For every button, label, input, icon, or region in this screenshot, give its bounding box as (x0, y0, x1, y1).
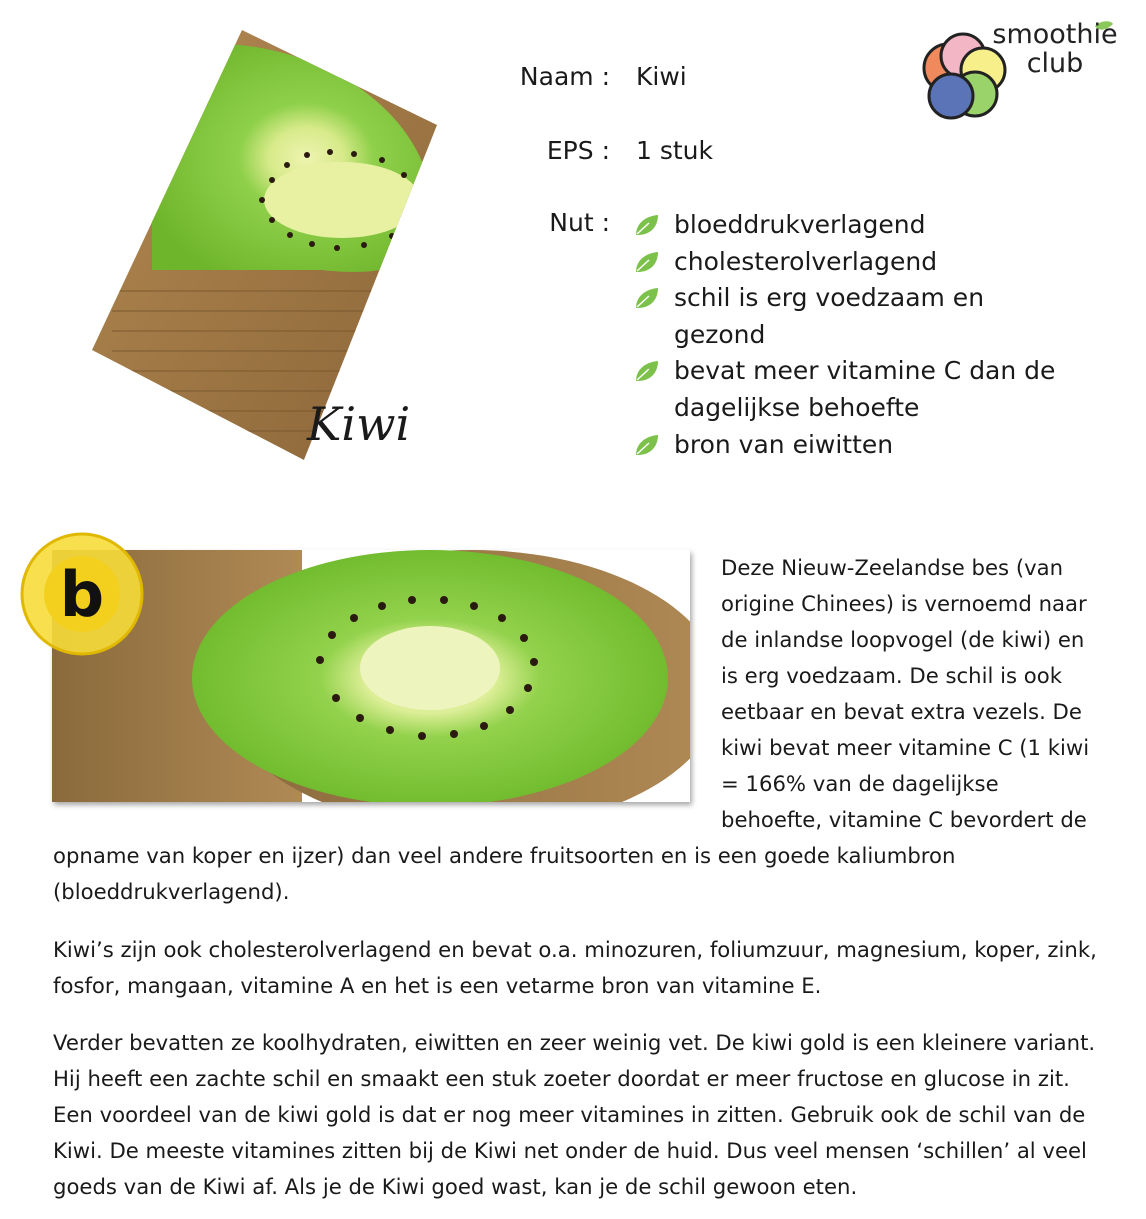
leaf-bullet-icon (634, 250, 660, 274)
benefit-text: bloeddrukverlagend (674, 210, 926, 239)
kiwi-photo (92, 30, 437, 460)
smoothen-your-life-badge (18, 530, 146, 658)
nutrients-paragraph: Kiwi’s zijn ook cholesterolverlagend en bevat o.a. minozuren, foliumzuur, magnesium, koper, zink, fosfor, mangaan, vitamine A en het is een vetarme bron van vitamine E. (53, 937, 1097, 998)
benefit-item (634, 244, 1074, 281)
leaf-bullet-icon (634, 286, 660, 310)
benefit-text: schil is erg voedzaam en gezond (674, 283, 985, 349)
kiwi-halves-photo (52, 550, 690, 802)
leaf-bullet-icon (634, 359, 660, 383)
benefit-item (634, 353, 1074, 426)
leaf-bullet-icon (634, 433, 660, 457)
intro-paragraph: Deze Nieuw-Zeelandse bes (van origine Chinees) is vernoemd naar de inlandse loopvogel (de kiwi) en is erg voedzaam. De schil is ook eetbaar en bevat extra vezels. De kiwi bevat meer vitamine C (1 kiwi = 166% van de dagelijkse behoefte, vitamine C bevordert de (721, 555, 1090, 832)
benefit-item (634, 207, 1074, 244)
benefit-text: bron van eiwitten (674, 429, 894, 459)
benefit-item (634, 280, 1074, 353)
benefit-item (634, 427, 1074, 464)
logo-line1: smoothie (992, 19, 1118, 50)
nut-label: Nut : (549, 208, 610, 237)
badge-letter: b (59, 558, 105, 631)
kiwi-caption: Kiwi (307, 397, 411, 451)
benefits-list (634, 207, 1074, 463)
name-label: Naam : (519, 62, 610, 91)
benefit-text: cholesterolverlagend (674, 246, 938, 276)
leaf-bullet-icon (634, 213, 660, 237)
logo-line2: club (1026, 48, 1084, 79)
kiwi-gold-paragraph: Verder bevatten ze koolhydraten, eiwitten en zeer weinig vet. De kiwi gold is een kleinere variant. Hij heeft een zachte schil en smaakt een stuk zoeter doordat er meer fructose en glucose in zit. Een voordeel van de kiwi gold is dat er nog meer vitamines in zitten. Gebruik ook de schil van de Kiwi. De meeste vitamines zitten bij de Kiwi net onder de huid. Dus veel mensen ‘schillen’ al veel goeds van de Kiwi af. Als je de Kiwi goed wast, kan je de schil gewoon eten. (53, 1030, 1096, 1199)
intro-paragraph-continued: opname van koper en ijzer) dan veel andere fruitsoorten en is een goede kaliumbron (bloeddrukverlagend). (53, 843, 956, 904)
name-value: Kiwi (636, 62, 687, 91)
eps-label: EPS : (546, 136, 610, 165)
benefit-text: bevat meer vitamine C dan de dagelijkse behoefte (674, 356, 1056, 422)
logo-text (990, 20, 1120, 78)
eps-value: 1 stuk (636, 136, 714, 165)
